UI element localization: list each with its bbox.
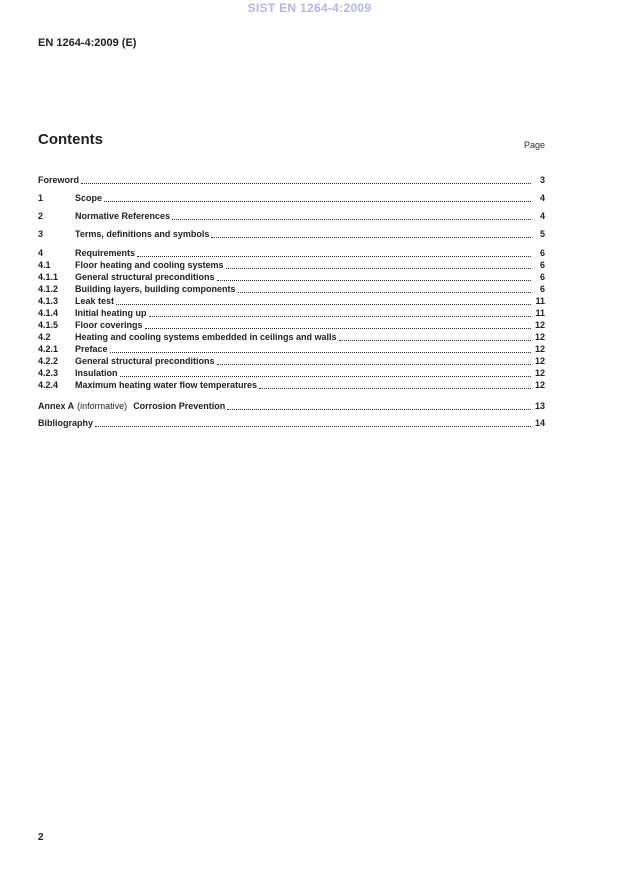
toc-entry-number: 2 xyxy=(38,211,44,221)
toc-entry-page: 12 xyxy=(534,380,545,390)
toc-entry-label: Foreword xyxy=(38,175,80,185)
toc-leader-dots xyxy=(104,201,531,202)
toc-entry-number: 3 xyxy=(38,229,44,239)
toc-entry-label: Bibliography xyxy=(38,418,94,428)
toc-entry-foreword[interactable] xyxy=(38,174,545,186)
toc-entry-number: 4.2.4 xyxy=(38,380,59,390)
toc-entry-2[interactable] xyxy=(38,210,545,222)
toc-entry-label: General structural preconditions xyxy=(75,356,215,366)
toc-leader-dots xyxy=(339,340,531,341)
toc-entry-annex-a[interactable] xyxy=(38,400,545,412)
toc-entry-page: 4 xyxy=(539,211,545,221)
toc-entry-page: 13 xyxy=(534,401,545,411)
toc-entry-label: Requirements xyxy=(75,248,136,258)
table-of-contents xyxy=(38,174,545,429)
toc-leader-dots xyxy=(81,183,531,184)
toc-entry-label-qualifier: (informative) xyxy=(77,401,128,411)
toc-entry-number: 4.2.3 xyxy=(38,368,59,378)
page-number: 2 xyxy=(38,832,44,843)
toc-entry-label: Building layers, building components xyxy=(75,284,236,294)
toc-entry-4[interactable] xyxy=(38,247,545,259)
toc-entry-3[interactable] xyxy=(38,228,545,240)
toc-entry-label: Preface xyxy=(75,344,108,354)
toc-entry-page: 6 xyxy=(539,248,545,258)
toc-entry-4-2-2[interactable] xyxy=(38,355,545,367)
toc-entry-label: Floor coverings xyxy=(75,320,143,330)
toc-entry-page: 6 xyxy=(539,272,545,282)
toc-entry-number: 4.1.3 xyxy=(38,296,59,306)
toc-entry-number: 4.2.1 xyxy=(38,344,59,354)
toc-entry-1[interactable] xyxy=(38,192,545,204)
toc-entry-page: 11 xyxy=(535,296,545,306)
toc-entry-4-2-1[interactable] xyxy=(38,343,545,355)
toc-entry-page: 6 xyxy=(539,260,545,270)
toc-leader-dots xyxy=(227,409,531,410)
toc-entry-page: 3 xyxy=(539,175,545,185)
toc-entry-page: 12 xyxy=(534,320,545,330)
toc-entry-4-2[interactable] xyxy=(38,331,545,343)
toc-entry-number: 1 xyxy=(38,193,44,203)
toc-entry-number: 4.1.2 xyxy=(38,284,59,294)
toc-leader-dots xyxy=(259,388,531,389)
toc-entry-label: Annex A xyxy=(38,401,75,411)
toc-entry-label: Floor heating and cooling systems xyxy=(75,260,224,270)
toc-entry-page: 4 xyxy=(539,193,545,203)
toc-entry-number: 4 xyxy=(38,248,44,258)
toc-entry-page: 5 xyxy=(539,229,545,239)
toc-entry-4-1-1[interactable] xyxy=(38,271,545,283)
toc-entry-label: Heating and cooling systems embedded in ceilings and walls xyxy=(75,332,337,342)
toc-entry-page: 12 xyxy=(534,332,545,342)
toc-entry-page: 12 xyxy=(534,344,545,354)
toc-entry-label: Normative References xyxy=(75,211,171,221)
toc-entry-page: 12 xyxy=(534,356,545,366)
toc-leader-dots xyxy=(120,376,532,377)
toc-leader-dots xyxy=(95,426,531,427)
toc-leader-dots xyxy=(149,316,532,317)
toc-entry-4-1-4[interactable] xyxy=(38,307,545,319)
toc-entry-label: General structural preconditions xyxy=(75,272,215,282)
toc-leader-dots xyxy=(116,304,531,305)
toc-entry-number: 4.1 xyxy=(38,260,51,270)
toc-entry-label: Insulation xyxy=(75,368,118,378)
toc-entry-label: Leak test xyxy=(75,296,115,306)
toc-entry-page: 6 xyxy=(539,284,545,294)
toc-leader-dots xyxy=(172,219,531,220)
toc-entry-4-1-3[interactable] xyxy=(38,295,545,307)
toc-entry-4-1-2[interactable] xyxy=(38,283,545,295)
toc-leader-dots xyxy=(211,237,531,238)
document-reference: EN 1264-4:2009 (E) xyxy=(38,37,137,49)
toc-leader-dots xyxy=(145,328,531,329)
toc-entry-4-1-5[interactable] xyxy=(38,319,545,331)
toc-entry-4-1[interactable] xyxy=(38,259,545,271)
toc-entry-number: 4.2.2 xyxy=(38,356,59,366)
toc-entry-label: Initial heating up xyxy=(75,308,147,318)
page-column-label: Page xyxy=(523,140,545,150)
toc-entry-4-2-4[interactable] xyxy=(38,379,545,391)
toc-leader-dots xyxy=(217,280,531,281)
watermark-text: SIST EN 1264-4:2009 xyxy=(247,1,372,15)
toc-leader-dots xyxy=(217,364,531,365)
toc-leader-dots xyxy=(137,256,531,257)
toc-leader-dots xyxy=(110,352,531,353)
toc-entry-page: 11 xyxy=(535,308,545,318)
toc-leader-dots xyxy=(238,292,531,293)
toc-entry-label: Terms, definitions and symbols xyxy=(75,229,210,239)
toc-entry-label-title: Corrosion Prevention xyxy=(133,401,226,411)
toc-entry-bibliography[interactable] xyxy=(38,417,545,429)
toc-entry-number: 4.2 xyxy=(38,332,51,342)
toc-entry-label: Scope xyxy=(75,193,103,203)
contents-heading: Contents xyxy=(38,131,103,148)
toc-entry-number: 4.1.1 xyxy=(38,272,59,282)
toc-entry-page: 14 xyxy=(534,418,545,428)
toc-entry-number: 4.1.4 xyxy=(38,308,59,318)
toc-entry-label: Maximum heating water flow temperatures xyxy=(75,380,258,390)
toc-entry-number: 4.1.5 xyxy=(38,320,59,330)
toc-entry-page: 12 xyxy=(534,368,545,378)
toc-entry-4-2-3[interactable] xyxy=(38,367,545,379)
toc-leader-dots xyxy=(226,268,531,269)
